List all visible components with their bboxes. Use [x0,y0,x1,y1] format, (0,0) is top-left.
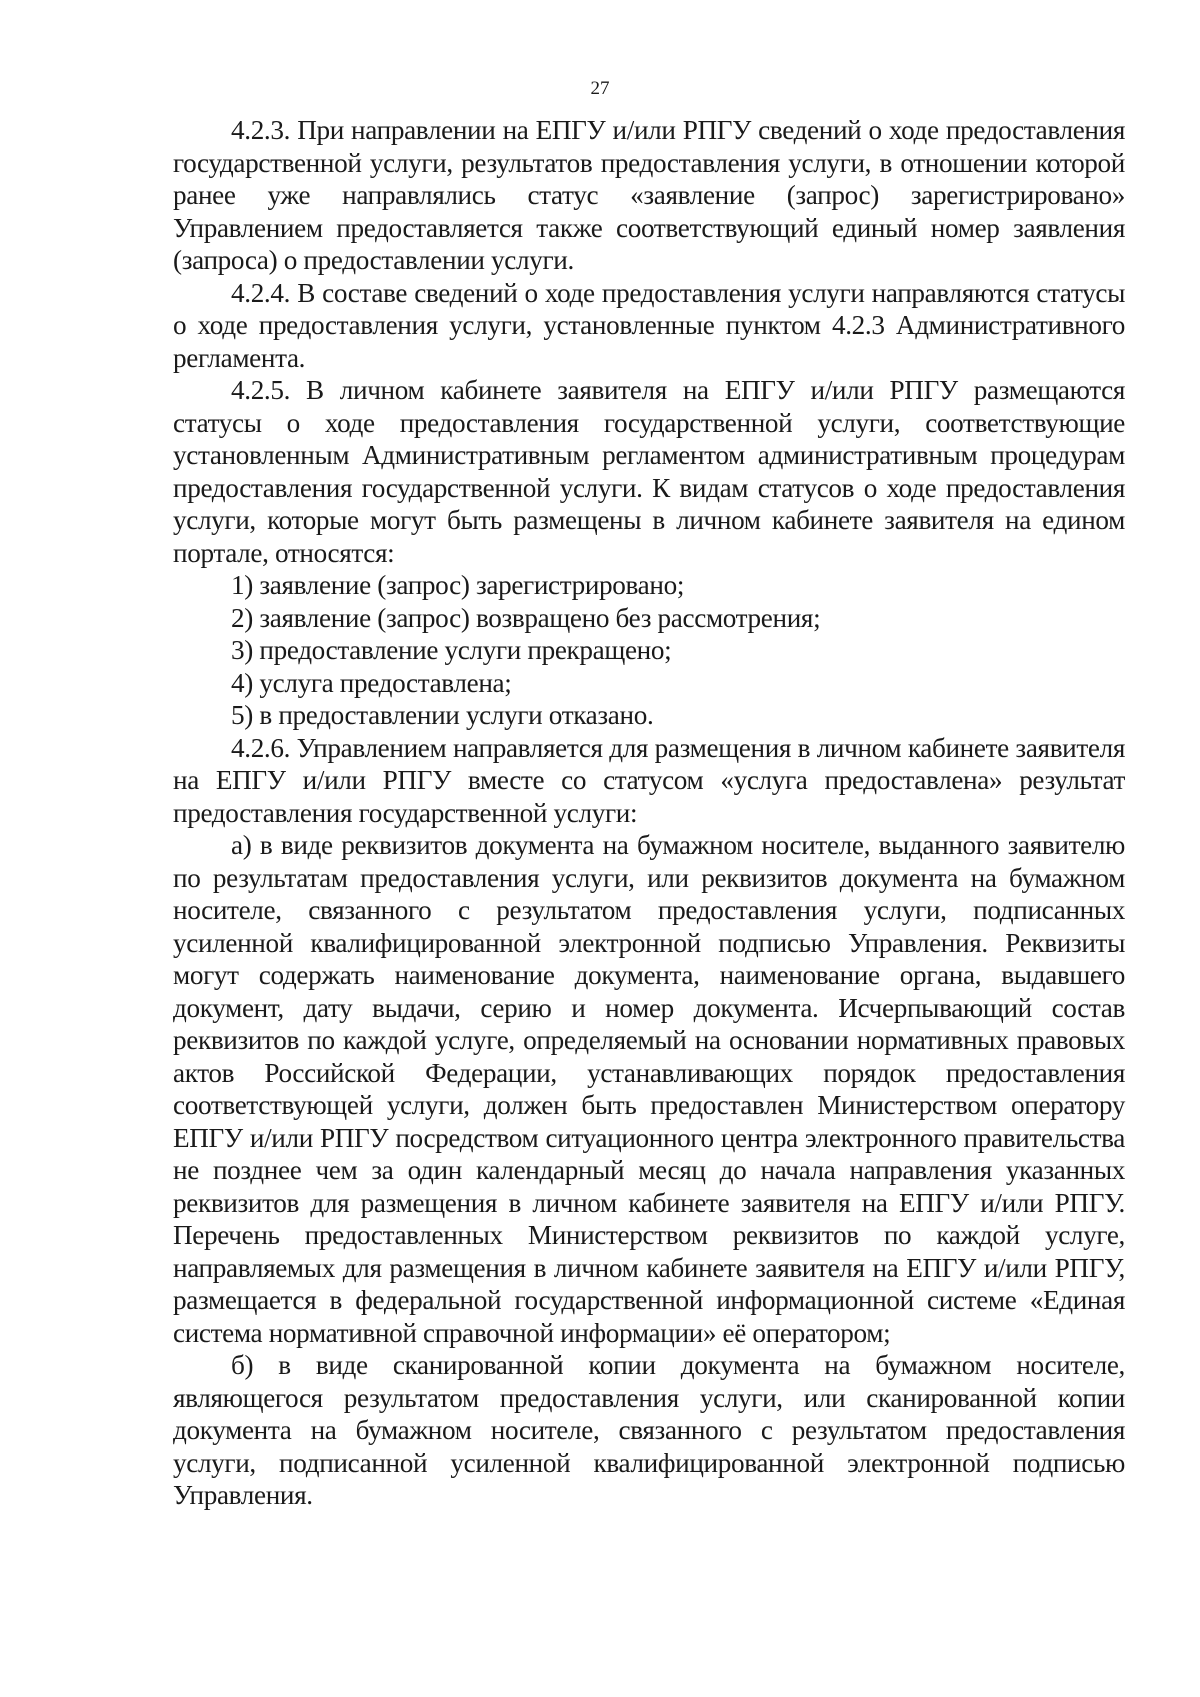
paragraph-4-2-6: 4.2.6. Управлением направляется для размещения в личном кабинете заявителя на ЕПГУ и/или РПГУ вместе со статусом «услуга предоставлена» результат предоставления государственной услуги: [173,732,1125,828]
list-item: 1) заявление (запрос) зарегистрировано; [231,570,685,600]
paragraph-item-b: б) в виде сканированной копии документа на бумажном носителе, являющегося результатом предоставления услуги, или сканированной копии документа на бумажном носителе, связанного с результатом предоставления услуги, подписанной усиленной квалифицированной электронной подписью Управления. [173,1350,1125,1510]
list-item: 5) в предоставлении услуги отказано. [231,700,654,730]
paragraph-4-2-3: 4.2.3. При направлении на ЕПГУ и/или РПГУ сведений о ходе предоставления государственной услуги, результатов предоставления услуги, в отношении которой ранее уже направлялись статус «заявление (запрос) зарегистрировано» Управлением предоставляется также соответствующий единый номер заявления (запроса) о предоставлении услуги. [173,115,1125,275]
list-item: 4) услуга предоставлена; [231,667,512,698]
paragraph-item-a: а) в виде реквизитов документа на бумажном носителе, выданного заявителю по результатам предоставления услуги, или реквизитов документа на бумажном носителе, связанного с результатом предоставления услуги, подписанных усиленной квалифицированной электронной подписью Управления. Реквизиты могут содержать наименование документа, наименование органа, выдавшего документ, дату выдачи, серию и номер документа. Исчерпывающий состав реквизитов по каждой услуге, определяемый на основании нормативных правовых актов Российской Федерации, устанавливающих порядок предоставления соответствующей услуги, должен быть предоставлен Министерством оператору ЕПГУ и/или РПГУ посредством ситуационного центра электронного правительства не позднее чем за один календарный месяц до начала направления указанных реквизитов для размещения в личном кабинете заявителя на ЕПГУ и/или РПГУ. Перечень предоставленных Министерством реквизитов по каждой услуге, направляемых для размещения в личном кабинете заявителя на ЕПГУ и/или РПГУ, размещается в федеральной государственной информационной системе «Единая система нормативной справочной информации» её оператором; [173,830,1125,1348]
paragraph-4-2-4: 4.2.4. В составе сведений о ходе предоставления услуги направляются статусы о ходе предоставления услуги, установленные пунктом 4.2.3 Административного регламента. [173,277,1125,373]
list-item: 3) предоставление услуги прекращено; [231,635,672,665]
list-item: 2) заявление (запрос) возвращено без рассмотрения; [231,602,821,633]
paragraph-4-2-5: 4.2.5. В личном кабинете заявителя на ЕПГУ и/или РПГУ размещаются статусы о ходе предоставления государственной услуги, соответствующие установленным Административным регламентом административным процедурам предоставления государственной услуги. К видам статусов о ходе предоставления услуги, которые могут быть размещены в личном кабинете заявителя на едином портале, относятся: [173,375,1125,568]
document-body [173,114,1125,1512]
page-number: 27 [590,78,610,99]
